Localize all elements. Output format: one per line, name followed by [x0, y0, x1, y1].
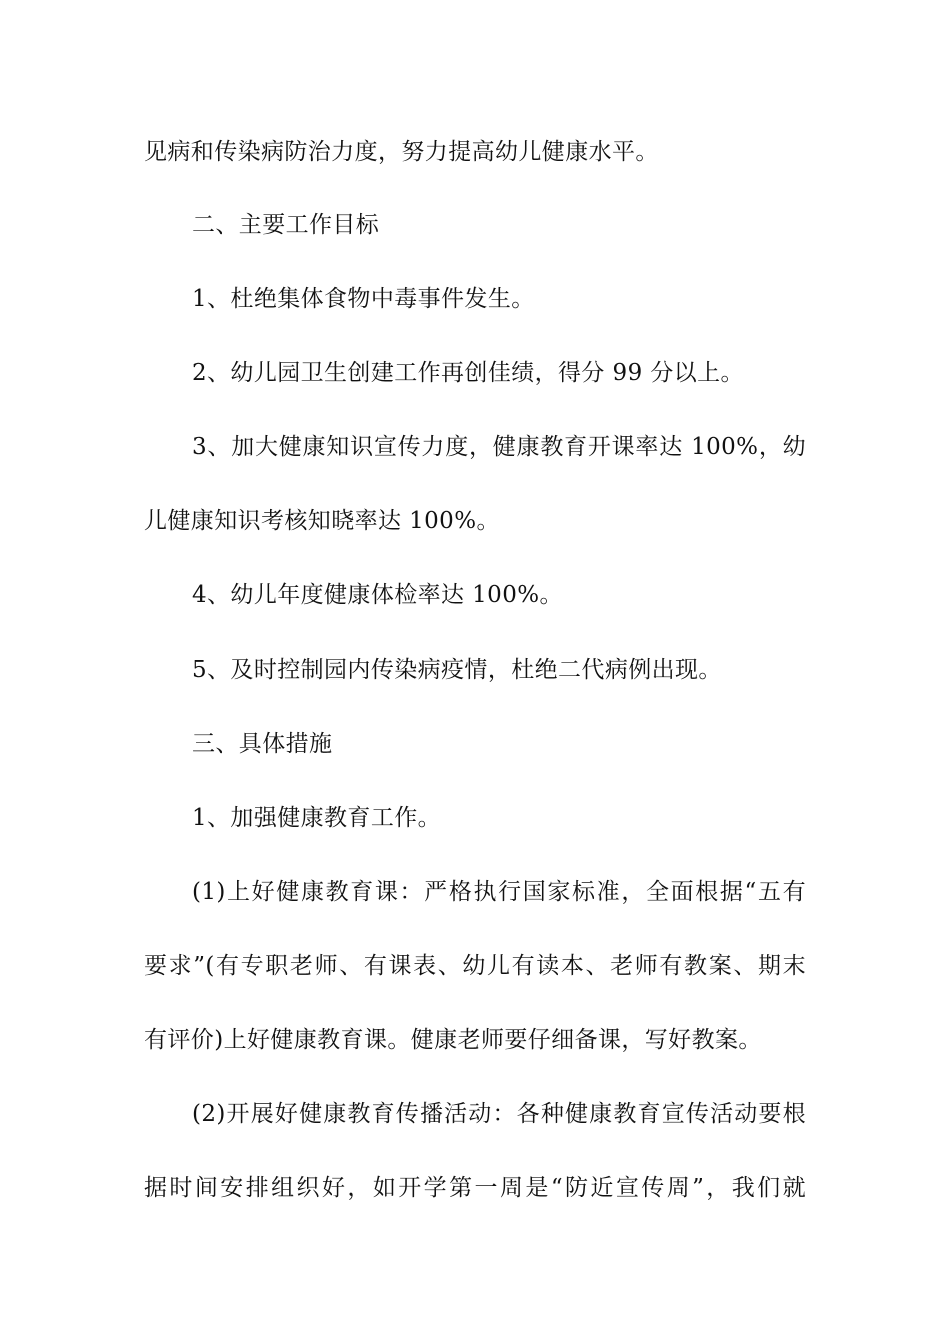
text-line: 2、幼儿园卫生创建工作再创佳绩，得分 99 分以上。 — [192, 360, 744, 386]
section-heading: 二、主要工作目标 — [192, 212, 380, 238]
text-line: 5、及时控制园内传染病疫情，杜绝二代病例出现。 — [192, 657, 722, 683]
text-line: 儿健康知识考核知晓率达 100%。 — [144, 508, 500, 534]
text-line: 见病和传染病防治力度，努力提高幼儿健康水平。 — [144, 139, 659, 165]
text-line: 4、幼儿年度健康体检率达 100%。 — [192, 582, 563, 608]
text-line: (2)开展好健康教育传播活动：各种健康教育宣传活动要根 — [192, 1101, 806, 1127]
section-heading: 三、具体措施 — [192, 731, 333, 757]
text-line: 据时间安排组织好，如开学第一周是“防近宣传周”，我们就 — [144, 1175, 806, 1201]
text-line: 1、加强健康教育工作。 — [192, 805, 442, 831]
text-line: 3、加大健康知识宣传力度，健康教育开课率达 100%，幼 — [192, 434, 806, 460]
text-line: 有评价)上好健康教育课。健康老师要仔细备课，写好教案。 — [144, 1027, 762, 1053]
text-line: (1)上好健康教育课：严格执行国家标准，全面根据“五有 — [192, 879, 806, 905]
text-line: 要求”(有专职老师、有课表、幼儿有读本、老师有教案、期末 — [144, 953, 806, 979]
text-line: 1、杜绝集体食物中毒事件发生。 — [192, 286, 535, 312]
